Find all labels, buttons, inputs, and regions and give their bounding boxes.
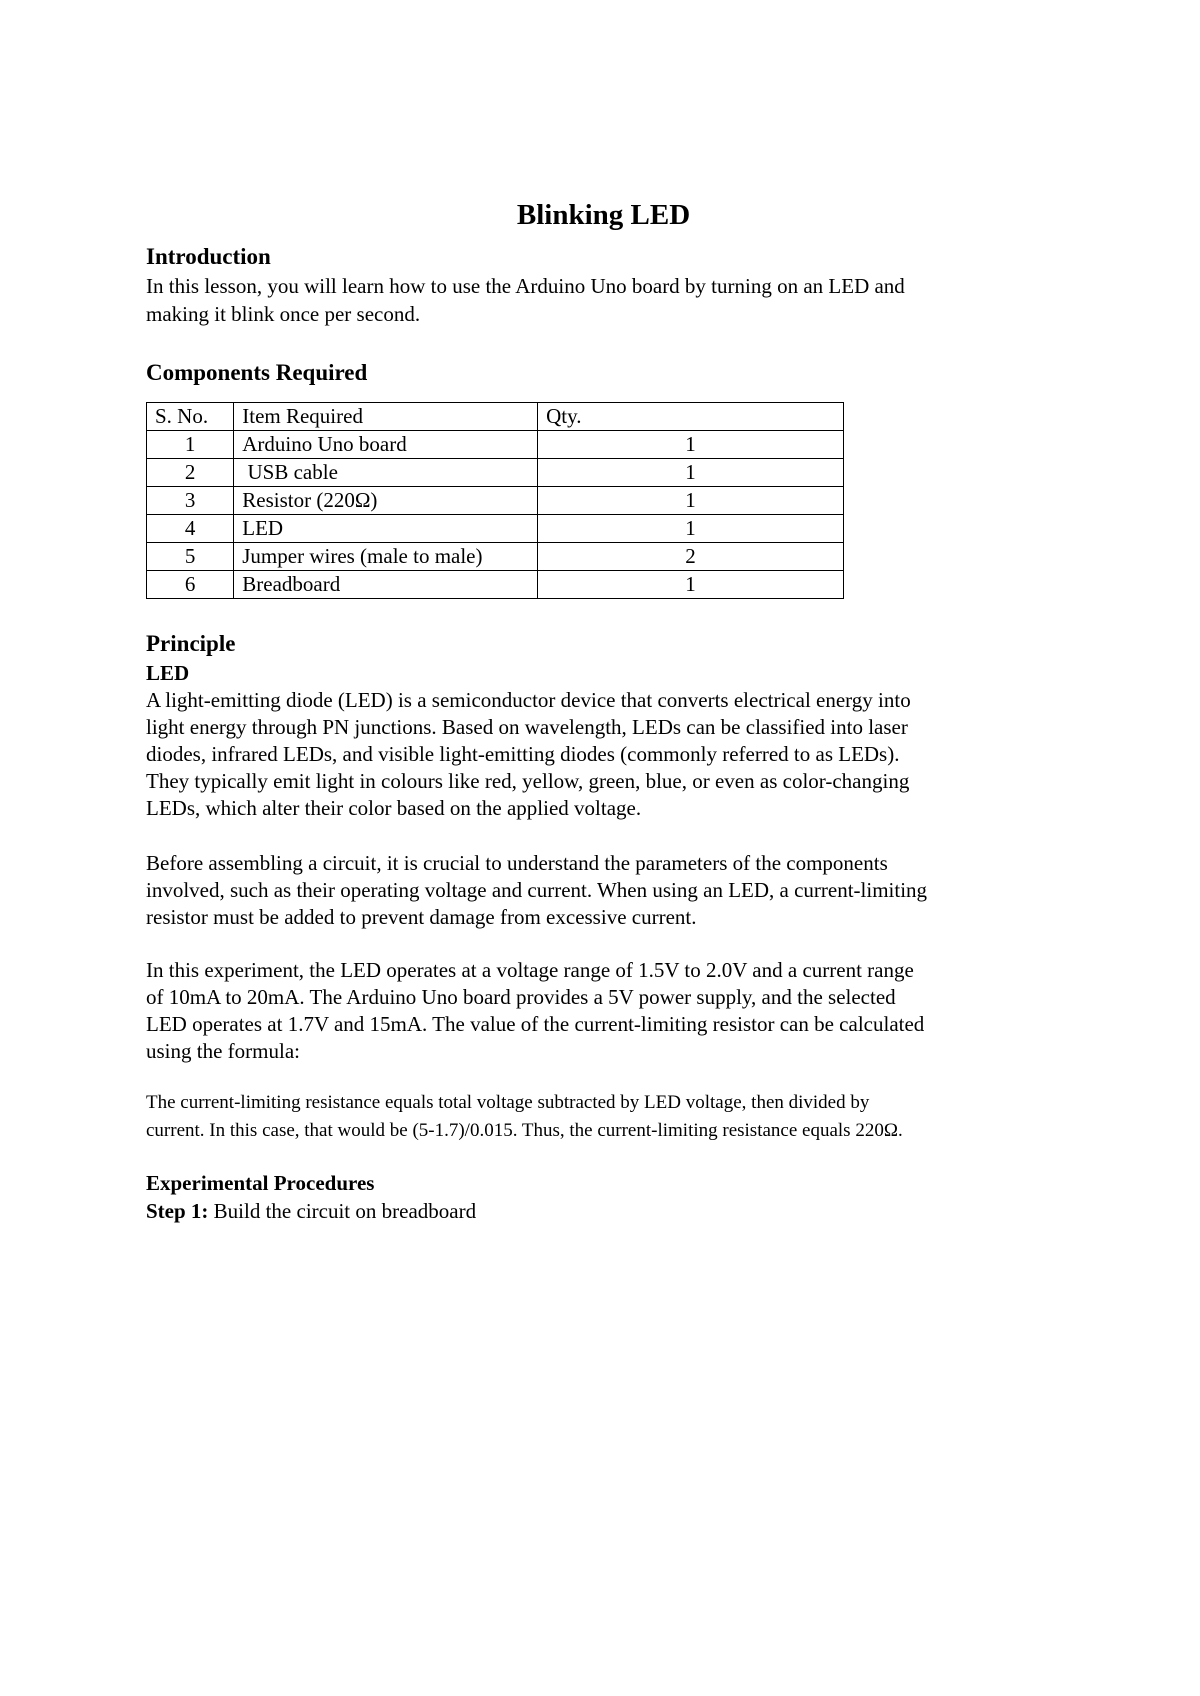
cell-qty: 1 (538, 487, 844, 515)
cell-item: Resistor (220Ω) (234, 487, 538, 515)
components-table (146, 402, 844, 599)
cell-item: LED (234, 515, 538, 543)
paragraph-line: light energy through PN junctions. Based on wavelength, LEDs can be classified into laser (146, 715, 908, 739)
table-row (147, 487, 844, 515)
cell-qty: 1 (538, 431, 844, 459)
formula-line: The current-limiting resistance equals total voltage subtracted by LED voltage, then divided by (146, 1092, 870, 1113)
principle-heading: Principle (146, 631, 236, 656)
introduction-line: In this lesson, you will learn how to use the Arduino Uno board by turning on an LED and (146, 274, 905, 298)
table-row (147, 543, 844, 571)
cell-sno: 6 (147, 571, 234, 599)
paragraph-line: of 10mA to 20mA. The Arduino Uno board provides a 5V power supply, and the selected (146, 985, 896, 1009)
step-label: Step 1: (146, 1199, 209, 1223)
cell-sno: 3 (147, 487, 234, 515)
cell-sno: 5 (147, 543, 234, 571)
step-line (146, 1197, 1061, 1225)
paragraph-line: LED operates at 1.7V and 15mA. The value of the current-limiting resistor can be calculated (146, 1012, 925, 1036)
led-subheading: LED (146, 661, 190, 685)
table-row (147, 515, 844, 543)
procedures-heading: Experimental Procedures (146, 1171, 375, 1195)
column-header-item: Item Required (234, 403, 538, 431)
table-header-row (147, 403, 844, 431)
paragraph-line: They typically emit light in colours like red, yellow, green, blue, or even as color-changing (146, 769, 910, 793)
cell-item: Jumper wires (male to male) (234, 543, 538, 571)
cell-qty: 1 (538, 515, 844, 543)
components-heading: Components Required (146, 360, 368, 385)
cell-sno: 4 (147, 515, 234, 543)
cell-sno: 2 (147, 459, 234, 487)
cell-qty: 2 (538, 543, 844, 571)
page-title: Blinking LED (516, 199, 691, 231)
table-row (147, 571, 844, 599)
introduction-heading: Introduction (146, 244, 271, 269)
paragraph-line: resistor must be added to prevent damage from excessive current. (146, 905, 697, 929)
document-content (146, 194, 1061, 1225)
column-header-sno: S. No. (147, 403, 234, 431)
cell-qty: 1 (538, 571, 844, 599)
table-row (147, 459, 844, 487)
paragraph-line: A light-emitting diode (LED) is a semiconductor device that converts electrical energy into (146, 688, 911, 712)
paragraph-line: involved, such as their operating voltage and current. When using an LED, a current-limiting (146, 878, 928, 902)
cell-item: Breadboard (234, 571, 538, 599)
introduction-line: making it blink once per second. (146, 302, 421, 326)
paragraph-line: LEDs, which alter their color based on the applied voltage. (146, 796, 642, 820)
cell-sno: 1 (147, 431, 234, 459)
paragraph-line: In this experiment, the LED operates at a voltage range of 1.5V to 2.0V and a current range (146, 958, 914, 982)
cell-qty: 1 (538, 459, 844, 487)
cell-item: USB cable (234, 459, 538, 487)
cell-item: Arduino Uno board (234, 431, 538, 459)
paragraph-line: Before assembling a circuit, it is crucial to understand the parameters of the components (146, 851, 888, 875)
formula-line: current. In this case, that would be (5-1.7)/0.015. Thus, the current-limiting resistance equals 220Ω. (146, 1120, 903, 1141)
column-header-qty: Qty. (538, 403, 844, 431)
step-text: Build the circuit on breadboard (208, 1199, 477, 1223)
paragraph-line: using the formula: (146, 1039, 300, 1063)
table-row (147, 431, 844, 459)
paragraph-line: diodes, infrared LEDs, and visible light-emitting diodes (commonly referred to as LEDs). (146, 742, 900, 766)
